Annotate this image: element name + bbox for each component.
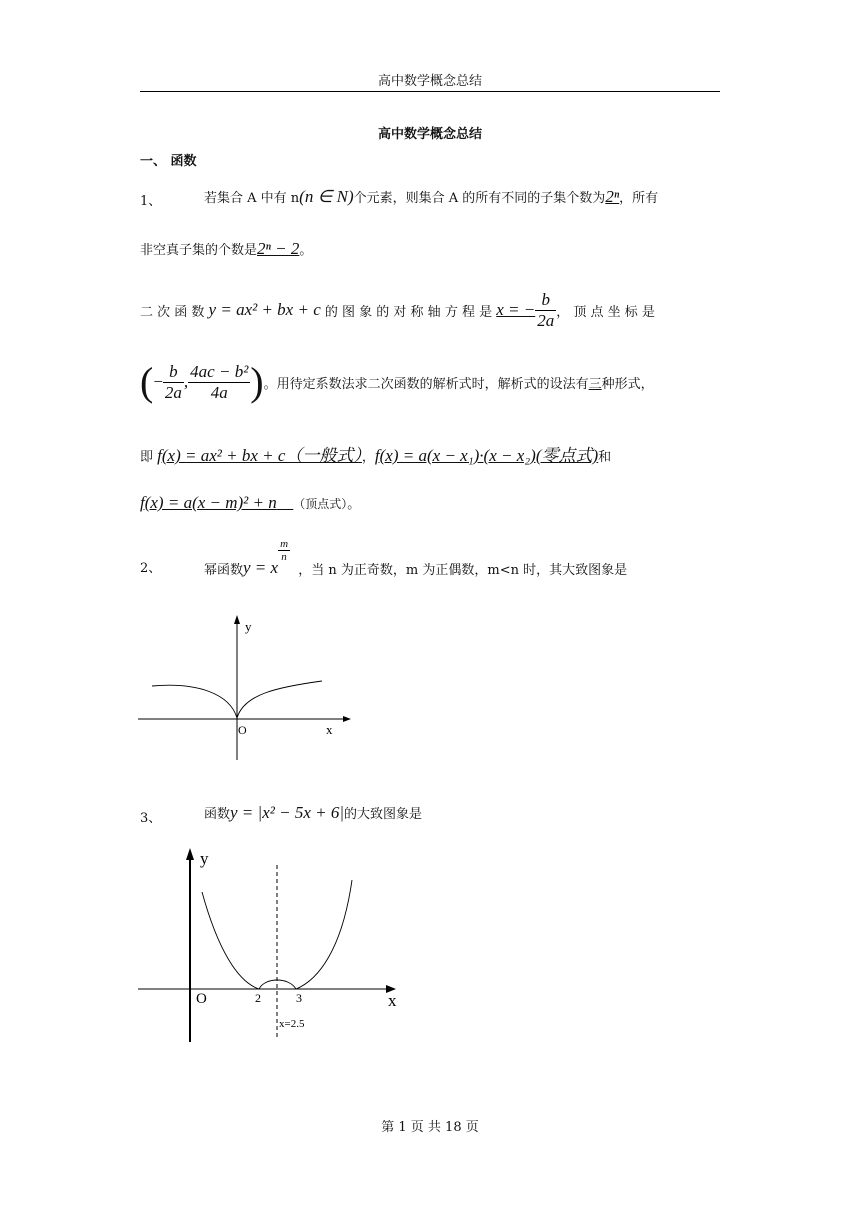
- item-1-line-2: [140, 239, 312, 259]
- vertex-x-num: b: [163, 362, 184, 383]
- quad-text-d: 。用待定系数法求二次函数的解析式时，解析式的设法有: [263, 376, 589, 392]
- item-1-text-c: ，所有: [619, 191, 659, 206]
- math-exponent-fraction: [278, 538, 290, 563]
- power-function-graph: [138, 612, 358, 764]
- graph1-origin-label: O: [238, 723, 247, 737]
- graph2-y-arrow: [186, 848, 194, 860]
- item-1-text-b: 个元素，则集合 A 的所有不同的子集个数为: [353, 191, 606, 206]
- vertex-comma: ,: [183, 372, 189, 391]
- math-power-function: y = x: [243, 558, 279, 577]
- quad-and: 和: [598, 450, 612, 465]
- quad-end: 。: [347, 497, 361, 512]
- quad-line-1: [140, 287, 655, 333]
- graph2-y-label: y: [200, 849, 209, 868]
- vertex-y-num: 4ac − b²: [190, 361, 249, 381]
- exponent-num: m: [280, 538, 289, 550]
- item-1-number: 1、: [140, 194, 162, 209]
- item-3-text-a: 函数: [204, 807, 231, 822]
- item-3-number: 3、: [140, 811, 162, 826]
- item-2-text-a: 幂函数: [204, 563, 244, 578]
- item-2-number: 2、: [140, 561, 162, 576]
- item-3-line: [204, 803, 422, 823]
- math-n-in-N: (n ∈ N): [299, 187, 354, 206]
- math-general-form: f(x) = ax² + bx + c（一般式）: [157, 446, 362, 465]
- math-zero-form: f(x) = a(x − x₁)·(x − x₂)(零点式): [374, 446, 599, 465]
- exponent-den: n: [281, 551, 287, 563]
- math-axis-fraction: [535, 290, 556, 331]
- quad-sep: ，: [361, 450, 375, 465]
- item-2-text-b: ，当 n 为正奇数，m 为正偶数，m<n 时，其大致图象是: [298, 563, 628, 578]
- page-footer: 第 1 页 共 18 页: [381, 1120, 479, 1135]
- graph1-x-arrow: [343, 716, 351, 722]
- math-quadratic: y = ax² + bx + c: [208, 300, 321, 319]
- vertex-y-den: 4a: [210, 382, 228, 402]
- vertex-paren-left: (: [140, 359, 154, 404]
- vertex-x-fraction: [163, 362, 184, 403]
- vertex-minus: −: [153, 372, 163, 391]
- math-axis-lhs: x = −: [496, 300, 536, 319]
- quad-text-a: 二 次 函 数: [140, 304, 205, 320]
- quad-text-e: 即: [140, 450, 154, 465]
- quad-text-d2: 三: [588, 376, 602, 392]
- graph2-symmetry-label: x=2.5: [279, 1018, 305, 1030]
- math-2-power-n: 2ⁿ: [605, 187, 620, 206]
- item-3-text-b: 的大致图象是: [344, 807, 423, 822]
- graph2-tick-2: 2: [255, 991, 261, 1005]
- quad-line-3: [140, 441, 611, 466]
- item-1-text-a: 若集合 A 中有 n: [204, 191, 300, 206]
- graph1-y-label: y: [245, 619, 252, 634]
- vertex-paren-right: ): [250, 359, 264, 404]
- graph2-x-label: x: [388, 991, 397, 1010]
- vertex-form-label: （顶点式）: [293, 497, 348, 511]
- quad-text-b: 的 图 象 的 对 称 轴 方 程 是: [324, 304, 493, 320]
- graph2-origin-label: O: [196, 991, 207, 1007]
- item-2-line: [204, 538, 627, 578]
- math-abs-quadratic: y = |x² − 5x + 6|: [230, 803, 345, 822]
- item-1-text-d: 非空真子集的个数是: [140, 243, 258, 258]
- document-title: 高中数学概念总结: [377, 127, 482, 142]
- graph2-tick-3: 3: [296, 991, 302, 1005]
- math-2-power-n-minus-2: 2ⁿ − 2: [257, 239, 300, 258]
- abs-quadratic-graph: [138, 840, 413, 1045]
- vertex-y-fraction: [188, 362, 250, 403]
- quad-line-2: [140, 353, 654, 411]
- item-1-text-e: 。: [299, 243, 313, 258]
- quad-text-d3: 种形式，: [601, 376, 654, 392]
- section-heading: 一、 函数: [140, 154, 197, 169]
- vertex-x-den: 2a: [164, 382, 182, 402]
- graph1-y-arrow: [234, 615, 240, 624]
- page-header: 高中数学概念总结: [377, 74, 482, 89]
- quad-line-4: [140, 493, 360, 513]
- axis-frac-den: 2a: [537, 310, 555, 330]
- axis-frac-num: b: [535, 290, 556, 311]
- graph1-x-label: x: [326, 722, 333, 737]
- math-vertex-form: f(x) = a(x − m)² + n: [140, 493, 277, 512]
- header-rule: [140, 91, 720, 92]
- item-1-line-1: [204, 187, 658, 207]
- quad-text-c: ， 顶 点 坐 标 是: [556, 304, 655, 320]
